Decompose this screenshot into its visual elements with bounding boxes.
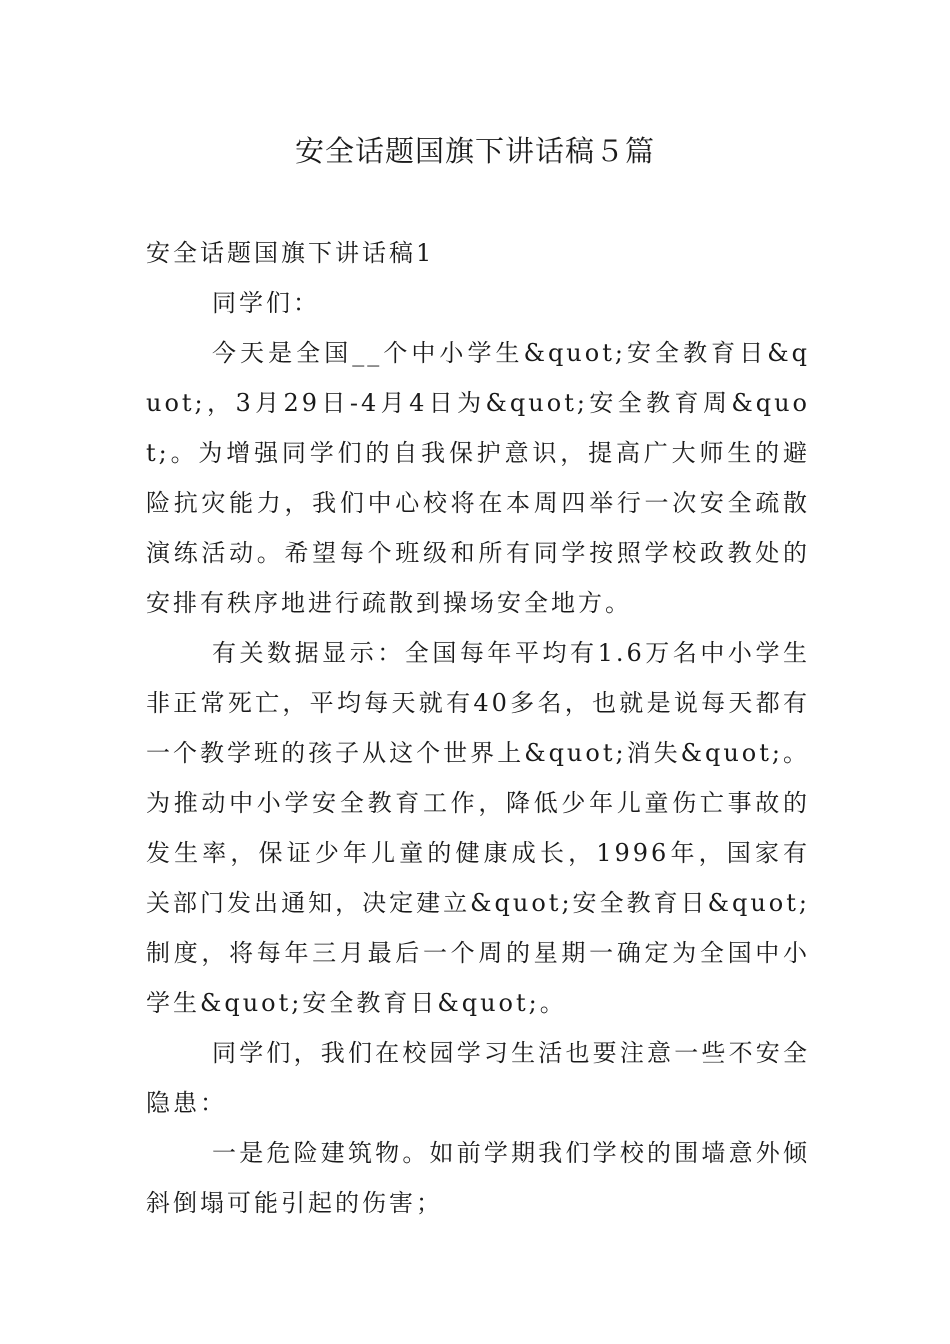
paragraph-hazards-intro: 同学们，我们在校园学习生活也要注意一些不安全隐患： [146, 1039, 810, 1117]
page-title: 安全话题国旗下讲话稿５篇 [294, 134, 655, 168]
paragraph-hazard-buildings: 一是危险建筑物。如前学期我们学校的围墙意外倾斜倒塌可能引起的伤害； [146, 1139, 810, 1217]
section-heading: 安全话题国旗下讲话稿1 [146, 239, 435, 267]
paragraph-statistics: 有关数据显示：全国每年平均有1.6万名中小学生非正常死亡，平均每天就有40多名，也就是说每天都有一个教学班的孩子从这个世界上&quot;消失&quot;。为推动中小学安全教育工作，降低少年儿童伤亡事故的发生率，保证少年儿童的健康成长，1996年，国家有关部门发出通知，决定建立&quot;安全教育日&quot;制度，将每年三月最后一个周的星期一确定为全国中小学生&quot;安全教育日&quot;。 [146, 639, 810, 1017]
document-body [146, 228, 810, 1228]
paragraph-greeting: 同学们： [212, 289, 320, 317]
paragraph-safety-day: 今天是全国__个中小学生&quot;安全教育日&quot;，3月29日-4月4日为&quot;安全教育周&quot;。为增强同学们的自我保护意识，提高广大师生的避险抗灾能力，我们中心校将在本周四举行一次安全疏散演练活动。希望每个班级和所有同学按照学校政教处的安排有秩序地进行疏散到操场安全地方。 [146, 339, 810, 617]
